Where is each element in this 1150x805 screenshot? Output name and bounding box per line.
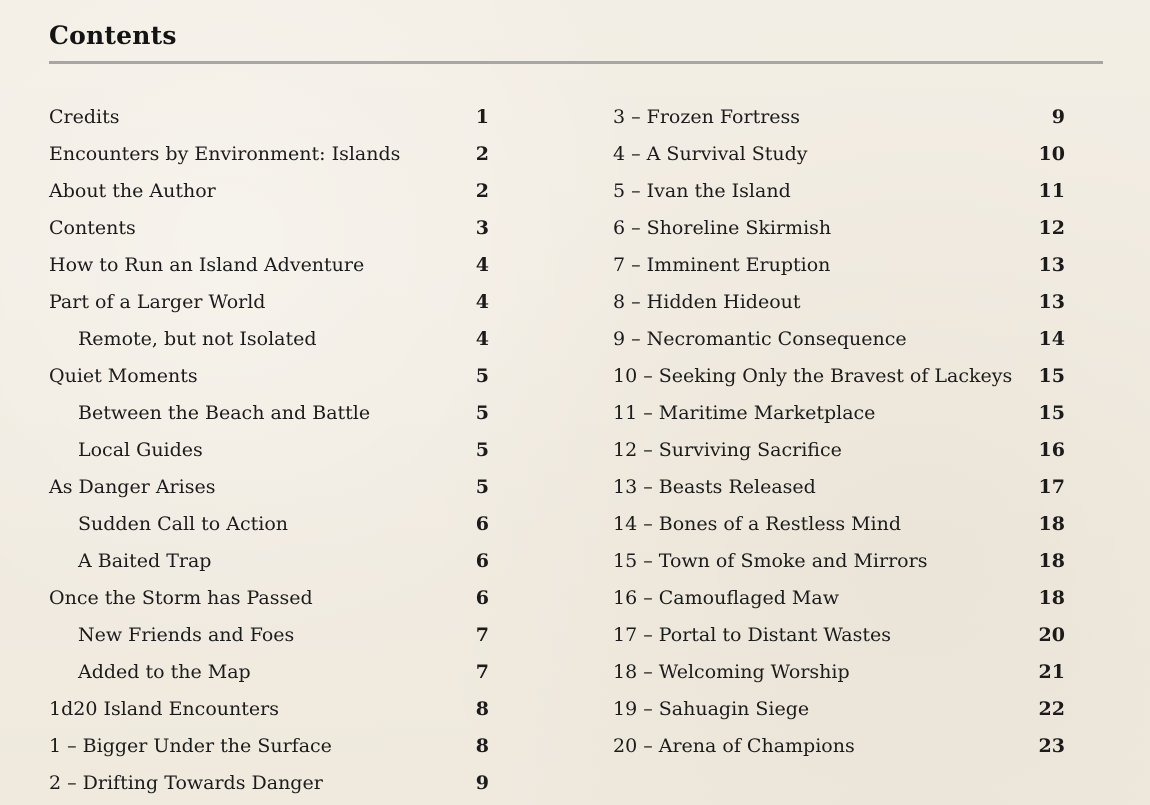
toc-page-number: 4 xyxy=(475,291,489,313)
title-divider xyxy=(49,61,1103,64)
toc-page-number: 7 xyxy=(475,624,489,646)
toc-entry-title: How to Run an Island Adventure xyxy=(49,254,365,276)
toc-page-number: 14 xyxy=(1038,328,1065,350)
toc-entry-title: Local Guides xyxy=(78,439,203,461)
toc-entry[interactable] xyxy=(49,580,489,617)
toc-entry-title: Encounters by Environment: Islands xyxy=(49,143,401,165)
toc-entry-title: 19 – Sahuagin Siege xyxy=(613,698,810,720)
toc-page-number: 6 xyxy=(475,513,489,535)
toc-entry-title: Credits xyxy=(49,106,120,128)
toc-entry[interactable] xyxy=(613,654,1065,691)
toc-entry-title: Sudden Call to Action xyxy=(78,513,289,535)
toc-entry[interactable] xyxy=(49,247,489,284)
toc-page-number: 3 xyxy=(475,217,489,239)
toc-entry[interactable] xyxy=(613,728,1065,765)
toc-entry[interactable] xyxy=(49,136,489,173)
toc-entry[interactable] xyxy=(49,358,489,395)
toc-page-number: 18 xyxy=(1038,513,1065,535)
toc-page-number: 12 xyxy=(1038,217,1065,239)
toc-page-number: 4 xyxy=(475,254,489,276)
toc-entry[interactable] xyxy=(49,765,489,802)
toc-entry[interactable] xyxy=(49,99,489,136)
toc-page-number: 5 xyxy=(475,365,489,387)
toc-subentry[interactable] xyxy=(49,321,489,358)
toc-entry-title: Between the Beach and Battle xyxy=(78,402,371,424)
toc-entry[interactable] xyxy=(613,543,1065,580)
toc-entry-title: 11 – Maritime Marketplace xyxy=(613,402,876,424)
toc-subentry[interactable] xyxy=(49,432,489,469)
toc-entry[interactable] xyxy=(49,728,489,765)
toc-page-number: 18 xyxy=(1038,587,1065,609)
toc-entry[interactable] xyxy=(613,469,1065,506)
toc-entry-title: 13 – Beasts Released xyxy=(613,476,816,498)
toc-entry-title: 9 – Necromantic Consequence xyxy=(613,328,907,350)
toc-entry[interactable] xyxy=(613,321,1065,358)
toc-entry-title: 20 – Arena of Champions xyxy=(613,735,855,757)
toc-page-number: 8 xyxy=(475,735,489,757)
toc-entry-title: 5 – Ivan the Island xyxy=(613,180,791,202)
toc-entry[interactable] xyxy=(49,210,489,247)
toc-page-number: 13 xyxy=(1038,254,1065,276)
toc-entry-title: 2 – Drifting Towards Danger xyxy=(49,772,323,794)
toc-entry-title: 10 – Seeking Only the Bravest of Lackeys xyxy=(613,365,1013,387)
toc-entry-title: 4 – A Survival Study xyxy=(613,143,808,165)
toc-entry-title: Part of a Larger World xyxy=(49,291,266,313)
toc-page-number: 22 xyxy=(1038,698,1065,720)
toc-page-number: 2 xyxy=(475,180,489,202)
toc-page-number: 9 xyxy=(1051,106,1065,128)
toc-entry-title: About the Author xyxy=(49,180,216,202)
toc-page-number: 9 xyxy=(475,772,489,794)
toc-entry[interactable] xyxy=(613,580,1065,617)
toc-page-number: 2 xyxy=(475,143,489,165)
toc-entry[interactable] xyxy=(613,210,1065,247)
toc-entry[interactable] xyxy=(613,395,1065,432)
toc-page-number: 8 xyxy=(475,698,489,720)
toc-entry[interactable] xyxy=(49,691,489,728)
toc-entry[interactable] xyxy=(613,136,1065,173)
toc-entry-title: New Friends and Foes xyxy=(78,624,295,646)
toc-entry-title: Contents xyxy=(49,217,136,239)
toc-entry-title: Quiet Moments xyxy=(49,365,198,387)
toc-page-number: 16 xyxy=(1038,439,1065,461)
toc-subentry[interactable] xyxy=(49,506,489,543)
toc-entry-title: 12 – Surviving Sacrifice xyxy=(613,439,842,461)
toc-page-number: 5 xyxy=(475,476,489,498)
toc-page-number: 1 xyxy=(475,106,489,128)
toc-column-left xyxy=(49,99,489,802)
toc-entry[interactable] xyxy=(49,469,489,506)
toc-page-number: 15 xyxy=(1038,365,1065,387)
toc-entry[interactable] xyxy=(613,284,1065,321)
toc-entry-title: 8 – Hidden Hideout xyxy=(613,291,801,313)
toc-entry-title: A Baited Trap xyxy=(78,550,212,572)
toc-entry[interactable] xyxy=(49,173,489,210)
toc-page-number: 17 xyxy=(1038,476,1065,498)
page-title: Contents xyxy=(49,20,177,50)
toc-page-number: 6 xyxy=(475,587,489,609)
toc-entry[interactable] xyxy=(613,506,1065,543)
toc-entry-title: Added to the Map xyxy=(78,661,251,683)
toc-entry[interactable] xyxy=(613,432,1065,469)
toc-page-number: 21 xyxy=(1038,661,1065,683)
toc-page-number: 13 xyxy=(1038,291,1065,313)
toc-page-number: 4 xyxy=(475,328,489,350)
toc-entry-title: 1d20 Island Encounters xyxy=(49,698,279,720)
toc-page-number: 10 xyxy=(1038,143,1065,165)
toc-entry-title: 18 – Welcoming Worship xyxy=(613,661,850,683)
toc-page-number: 5 xyxy=(475,402,489,424)
toc-entry[interactable] xyxy=(613,99,1065,136)
toc-page-number: 11 xyxy=(1038,180,1065,202)
toc-entry-title: Remote, but not Isolated xyxy=(78,328,317,350)
toc-column-right xyxy=(613,99,1065,765)
toc-entry[interactable] xyxy=(49,284,489,321)
toc-entry-title: 16 – Camouflaged Maw xyxy=(613,587,839,609)
toc-page-number: 7 xyxy=(475,661,489,683)
toc-entry-title: 15 – Town of Smoke and Mirrors xyxy=(613,550,928,572)
toc-subentry[interactable] xyxy=(49,654,489,691)
toc-page-number: 20 xyxy=(1038,624,1065,646)
toc-page-number: 18 xyxy=(1038,550,1065,572)
toc-subentry[interactable] xyxy=(49,617,489,654)
toc-page-number: 23 xyxy=(1038,735,1065,757)
toc-entry-title: 6 – Shoreline Skirmish xyxy=(613,217,832,239)
toc-subentry[interactable] xyxy=(49,543,489,580)
toc-entry-title: As Danger Arises xyxy=(49,476,216,498)
toc-entry-title: 3 – Frozen Fortress xyxy=(613,106,801,128)
toc-entry[interactable] xyxy=(613,358,1065,395)
toc-entry-title: 17 – Portal to Distant Wastes xyxy=(613,624,892,646)
toc-entry[interactable] xyxy=(613,691,1065,728)
toc-entry-title: 1 – Bigger Under the Surface xyxy=(49,735,332,757)
toc-entry-title: 7 – Imminent Eruption xyxy=(613,254,831,276)
toc-entry[interactable] xyxy=(613,173,1065,210)
toc-page-number: 6 xyxy=(475,550,489,572)
toc-entry[interactable] xyxy=(613,617,1065,654)
toc-entry-title: 14 – Bones of a Restless Mind xyxy=(613,513,902,535)
toc-entry[interactable] xyxy=(613,247,1065,284)
toc-page-number: 5 xyxy=(475,439,489,461)
toc-subentry[interactable] xyxy=(49,395,489,432)
toc-entry-title: Once the Storm has Passed xyxy=(49,587,313,609)
toc-page-number: 15 xyxy=(1038,402,1065,424)
